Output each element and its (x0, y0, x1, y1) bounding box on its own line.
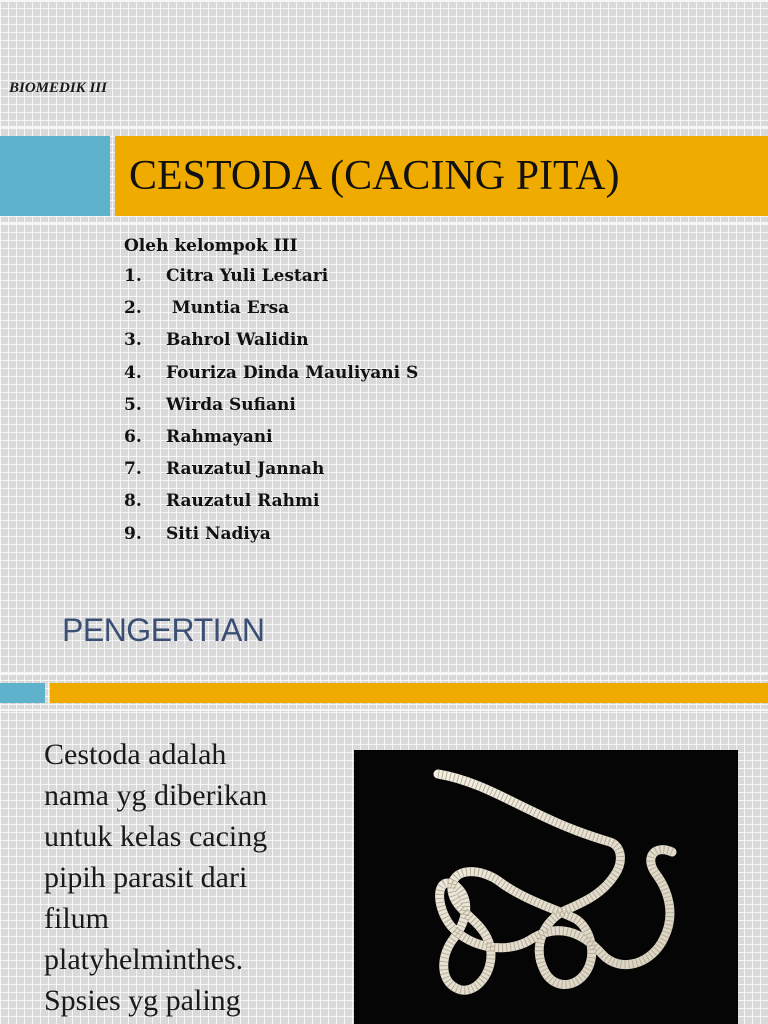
list-item (124, 389, 418, 421)
member-name: Fouriza Dinda Mauliyani S (166, 362, 419, 383)
member-name: Rauzatul Jannah (166, 459, 325, 480)
text-line: nama yg diberikan (44, 779, 268, 812)
text-line: Cestoda adalah (44, 738, 227, 771)
definition-text (44, 734, 314, 1021)
member-name: Wirda Sufiani (166, 394, 296, 415)
title-accent-block (0, 136, 110, 216)
slide1-title-divider (0, 222, 768, 224)
list-item-number: 7. (124, 459, 142, 480)
text-line: untuk kelas cacing (44, 820, 268, 853)
member-name: Rauzatul Rahmi (166, 491, 320, 512)
slide-header: BIOMEDIK III (9, 80, 107, 96)
list-item-number: 5. (124, 394, 142, 415)
list-item (124, 357, 418, 389)
slide2-title-divider (0, 673, 768, 675)
list-item (124, 292, 418, 324)
list-item-number: 6. (124, 426, 142, 447)
section-accent-block (0, 683, 45, 703)
text-line: filum (44, 902, 109, 935)
list-item-number: 1. (124, 266, 142, 286)
section-bar (50, 683, 768, 703)
list-item-number: 3. (124, 330, 142, 351)
member-name: Siti Nadiya (166, 523, 271, 544)
text-line: pipih parasit dari (44, 861, 248, 894)
section-title: PENGERTIAN (62, 612, 265, 648)
slide2-bar-divider (0, 709, 768, 711)
member-name: Citra Yuli Lestari (166, 266, 329, 286)
list-item (124, 453, 418, 485)
member-name: Bahrol Walidin (166, 330, 309, 351)
list-item (124, 421, 418, 453)
list-item (124, 485, 418, 517)
tapeworm-photo (354, 750, 738, 1024)
member-ordered-list (124, 260, 418, 550)
slide-title: CESTODA (CACING PITA) (129, 153, 620, 199)
title-bar (115, 136, 768, 216)
slide1-header-divider (0, 126, 768, 128)
text-line: Spsies yg paling (44, 984, 241, 1017)
member-name: Rahmayani (166, 426, 273, 447)
list-item-number: 4. (124, 362, 142, 383)
tapeworm-icon (354, 750, 738, 1024)
list-item (124, 518, 418, 550)
list-item-number: 8. (124, 491, 142, 512)
list-item-number: 9. (124, 523, 142, 544)
text-line: platyhelminthes. (44, 943, 244, 976)
list-item (124, 260, 418, 292)
group-intro: Oleh kelompok III (124, 236, 298, 256)
list-item (124, 324, 418, 356)
slide-top-border (0, 0, 768, 2)
member-list (124, 232, 418, 550)
member-name: Muntia Ersa (166, 298, 290, 319)
list-item-number: 2. (124, 298, 142, 319)
